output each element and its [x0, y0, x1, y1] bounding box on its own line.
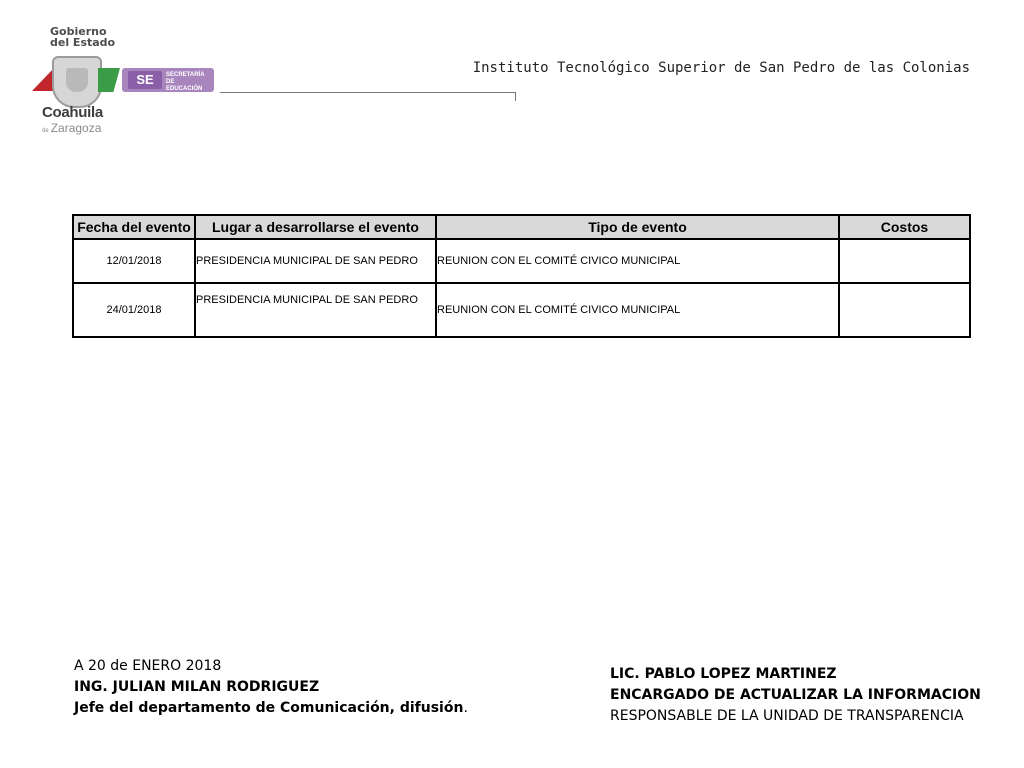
table-header-row — [73, 215, 970, 239]
events-table — [72, 214, 971, 338]
header-lugar: Lugar a desarrollarse el evento — [195, 215, 436, 239]
header-tipo: Tipo de evento — [436, 215, 839, 239]
cell-lugar: PRESIDENCIA MUNICIPAL DE SAN PEDRO — [195, 239, 436, 283]
del-estado-text: del Estado — [50, 36, 116, 49]
table-row — [73, 283, 970, 337]
signer-left-role-period: . — [463, 700, 468, 716]
signer-left-name: ING. JULIAN MILAN RODRIGUEZ — [74, 679, 320, 695]
cell-fecha: 24/01/2018 — [73, 283, 195, 337]
gobierno-coahuila-logo — [30, 22, 220, 137]
signer-left-role — [74, 698, 468, 719]
cell-tipo: REUNION CON EL COMITÉ CIVICO MUNICIPAL — [436, 283, 839, 337]
cell-costos — [839, 283, 970, 337]
signer-left-role-text: Jefe del departamento de Comunicación, difusión — [74, 700, 464, 716]
cell-lugar: PRESIDENCIA MUNICIPAL DE SAN PEDRO — [195, 283, 436, 337]
se-badge — [122, 68, 214, 92]
se-line-2: DE EDUCACIÓN — [166, 79, 203, 92]
de-text: de — [42, 128, 49, 134]
footer-right-signature — [610, 664, 981, 727]
cell-fecha: 12/01/2018 — [73, 239, 195, 283]
se-letters: SE — [128, 71, 162, 89]
green-flag-shape — [98, 68, 120, 92]
footer-left-signature — [74, 656, 468, 719]
table-row — [73, 239, 970, 283]
header-costos: Costos — [839, 215, 970, 239]
zaragoza-word: Zaragoza — [50, 121, 102, 135]
coat-of-arms-icon — [52, 56, 102, 108]
header-fecha: Fecha del evento — [73, 215, 195, 239]
se-line-1: SECRETARÍA — [166, 72, 205, 78]
cell-tipo: REUNION CON EL COMITÉ CIVICO MUNICIPAL — [436, 239, 839, 283]
report-date: A 20 de ENERO 2018 — [74, 658, 222, 674]
institute-title: Instituto Tecnológico Superior de San Pedro de las Colonias — [472, 60, 970, 76]
signer-right-unit: RESPONSABLE DE LA UNIDAD DE TRANSPARENCIA — [610, 708, 964, 724]
red-flag-shape — [32, 68, 54, 91]
se-subtitle — [166, 72, 212, 93]
coahuila-text: Coahuila — [42, 104, 103, 121]
gobierno-del-estado-label — [50, 26, 115, 48]
gobierno-text: Gobierno — [50, 25, 107, 38]
signer-right-name: LIC. PABLO LOPEZ MARTINEZ — [610, 666, 837, 682]
zaragoza-text — [42, 121, 101, 135]
cell-costos — [839, 239, 970, 283]
header-rule — [220, 92, 516, 101]
signer-right-role: ENCARGADO DE ACTUALIZAR LA INFORMACION — [610, 687, 981, 703]
